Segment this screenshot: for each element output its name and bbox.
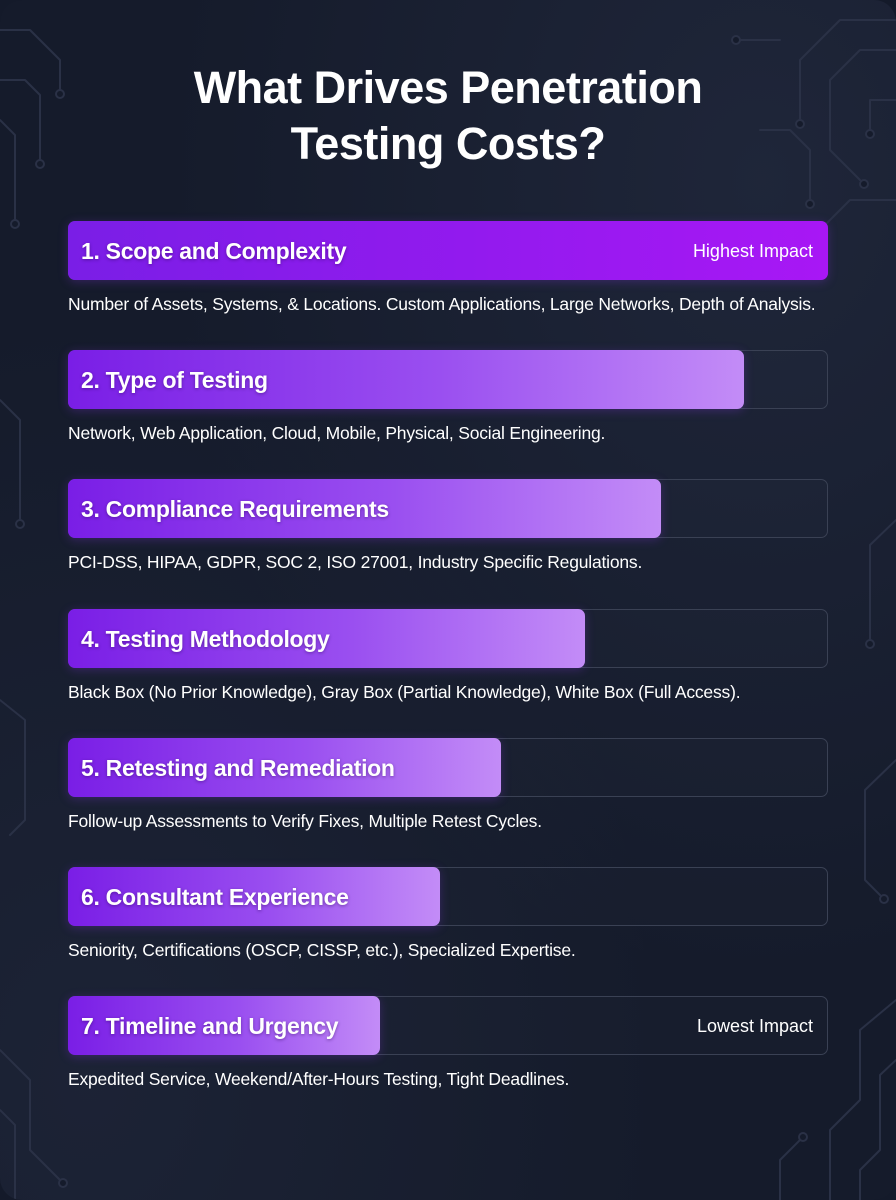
bar-label: 2. Type of Testing bbox=[81, 367, 268, 393]
bar-label: 5. Retesting and Remediation bbox=[81, 755, 395, 781]
impact-annotation: Highest Impact bbox=[692, 241, 813, 261]
factor-description: Network, Web Application, Cloud, Mobile, Physical, Social Engineering. bbox=[68, 423, 606, 443]
bar-label: 3. Compliance Requirements bbox=[81, 496, 389, 522]
factor-row-7 bbox=[68, 996, 828, 1089]
factor-description: Black Box (No Prior Knowledge), Gray Box (Partial Knowledge), White Box (Full Access). bbox=[68, 682, 741, 702]
factor-description: Expedited Service, Weekend/After-Hours Testing, Tight Deadlines. bbox=[68, 1069, 570, 1089]
bar-track bbox=[68, 479, 828, 538]
bar-label: 1. Scope and Complexity bbox=[81, 238, 347, 264]
factor-row-4 bbox=[68, 609, 828, 702]
bar-label: 7. Timeline and Urgency bbox=[81, 1013, 339, 1039]
factor-description: PCI-DSS, HIPAA, GDPR, SOC 2, ISO 27001, Industry Specific Regulations. bbox=[68, 552, 643, 572]
page-title bbox=[0, 60, 896, 172]
factor-row-1 bbox=[68, 221, 828, 314]
bar-track bbox=[68, 350, 828, 409]
factor-row-5 bbox=[68, 738, 828, 831]
bar-label: 6. Consultant Experience bbox=[81, 884, 349, 910]
factor-row-2 bbox=[68, 350, 828, 443]
factor-description: Number of Assets, Systems, & Locations. Custom Applications, Large Networks, Depth of Analysis. bbox=[68, 294, 816, 314]
bar-track bbox=[68, 609, 828, 668]
factor-row-3 bbox=[68, 479, 828, 572]
factor-description: Follow-up Assessments to Verify Fixes, Multiple Retest Cycles. bbox=[68, 811, 542, 831]
bar-label: 4. Testing Methodology bbox=[81, 626, 330, 652]
impact-annotation: Lowest Impact bbox=[696, 1016, 813, 1036]
bar-track bbox=[68, 996, 828, 1055]
factor-description: Seniority, Certifications (OSCP, CISSP, etc.), Specialized Expertise. bbox=[68, 940, 576, 960]
title-line-2: Testing Costs? bbox=[290, 118, 606, 169]
bar-track bbox=[68, 867, 828, 926]
bar-track bbox=[68, 738, 828, 797]
factor-row-6 bbox=[68, 867, 828, 960]
title-line-1: What Drives Penetration bbox=[193, 62, 703, 113]
bar-track bbox=[68, 221, 828, 280]
